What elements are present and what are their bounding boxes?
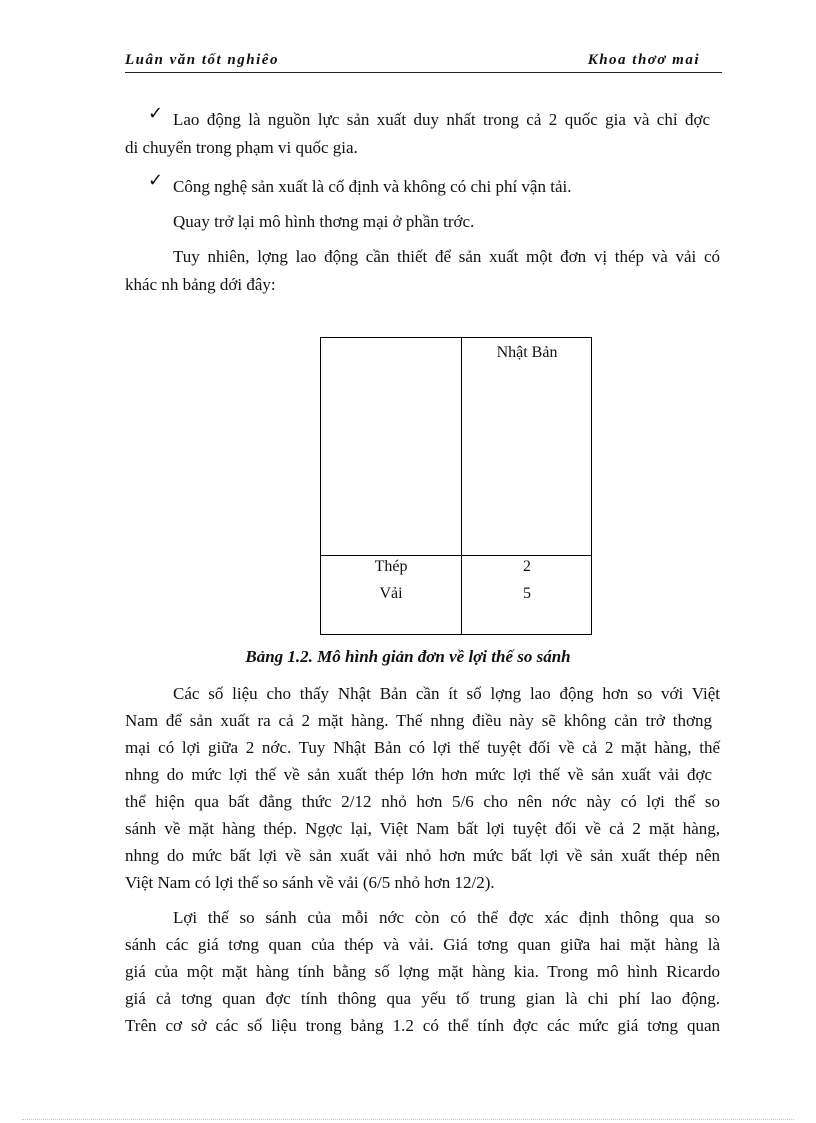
table-header-japan: Nhật Bản [496, 344, 558, 361]
checkmark-icon: ✓ [148, 103, 164, 124]
bullet-1-line-2: di chuyển trong phạm vi quốc gia. [125, 138, 358, 157]
bullet-1-line-1: Lao động là nguồn lực sản xuất duy nhất trong cả 2 quốc gia và chỉ đợc [173, 110, 710, 129]
paragraph-1-line: Các số liệu cho thấy Nhật Bản cần ít số lợng lao động hơn so với Việt [173, 684, 720, 703]
checkmark-icon: ✓ [148, 170, 164, 191]
page-bottom-border [22, 1119, 794, 1120]
page-header [125, 50, 722, 73]
table-row-divider [321, 555, 591, 556]
header-faculty: Khoa thơơ mai [587, 52, 700, 68]
paragraph-1-line: nhng do mức lợi thế về sản xuất thép lớn hơn mức lợi thế về sản xuất vải đợc [125, 765, 712, 784]
table-cell-steel-japan: 2 [523, 558, 531, 575]
paragraph-1-line: Việt Nam có lợi thế so sánh về vải (6/5 nhỏ hơn 12/2). [125, 873, 495, 892]
paragraph-1-line: Nam để sản xuất ra cả 2 mặt hàng. Thế nhng điều này sẽ không cản trở thơng [125, 711, 712, 730]
paragraph-2-line: giá của một mặt hàng tính bằng số lợng mặt hàng kia. Trong mô hình Ricardo [125, 962, 720, 981]
header-thesis-title: Luân văn tốt nghiêo [125, 52, 279, 68]
paragraph-2-line: sánh các giá tơng quan của thép và vải. Giá tơng quan giữa hai mặt hàng là [125, 935, 720, 954]
table-row-label-cloth: Vải [379, 585, 403, 602]
table-intro-line-1: Tuy nhiên, lợng lao động cần thiết để sản xuất một đơn vị thép và vải có [173, 247, 720, 266]
table-cell-cloth-japan: 5 [523, 585, 531, 602]
comparison-table [320, 337, 592, 635]
paragraph-intro: Quay trở lại mô hình thơng mại ở phần trớc. [173, 212, 475, 231]
table-row-label-steel: Thép [374, 558, 408, 575]
bullet-2-line-1: Công nghệ sản xuất là cố định và không có chi phí vận tải. [173, 177, 572, 196]
paragraph-1-line: thể hiện qua bất đẳng thức 2/12 nhỏ hơn 5/6 cho nên nớc này có lợi thế so [125, 792, 720, 811]
paragraph-1-line: sánh về mặt hàng thép. Ngợc lại, Việt Nam bất lợi tuyệt đối về cả 2 mặt hàng, [125, 819, 720, 838]
paragraph-2-line: giá cả tơng quan đợc tính thông qua yếu tố trung gian là chi phí lao động. [125, 989, 720, 1008]
table-intro-line-2: khác nh bảng dới đây: [125, 275, 276, 294]
table-caption: Bảng 1.2. Mô hình giản đơn về lợi thế so sánh [245, 647, 571, 666]
paragraph-1-line: nhng do mức bất lợi về sản xuất vải nhỏ hơn mức bất lợi về sản xuất thép nên [125, 846, 720, 865]
paragraph-2-line: Trên cơ sở các số liệu trong bảng 1.2 có thể tính đợc các mức giá tơng quan [125, 1016, 720, 1035]
paragraph-1-line: mại có lợi giữa 2 nớc. Tuy Nhật Bản có lợi thế tuyệt đối về cả 2 mặt hàng, thế [125, 738, 720, 757]
paragraph-2-line: Lợi thế so sánh của mỗi nớc còn có thể đợc xác định thông qua so [173, 908, 720, 927]
